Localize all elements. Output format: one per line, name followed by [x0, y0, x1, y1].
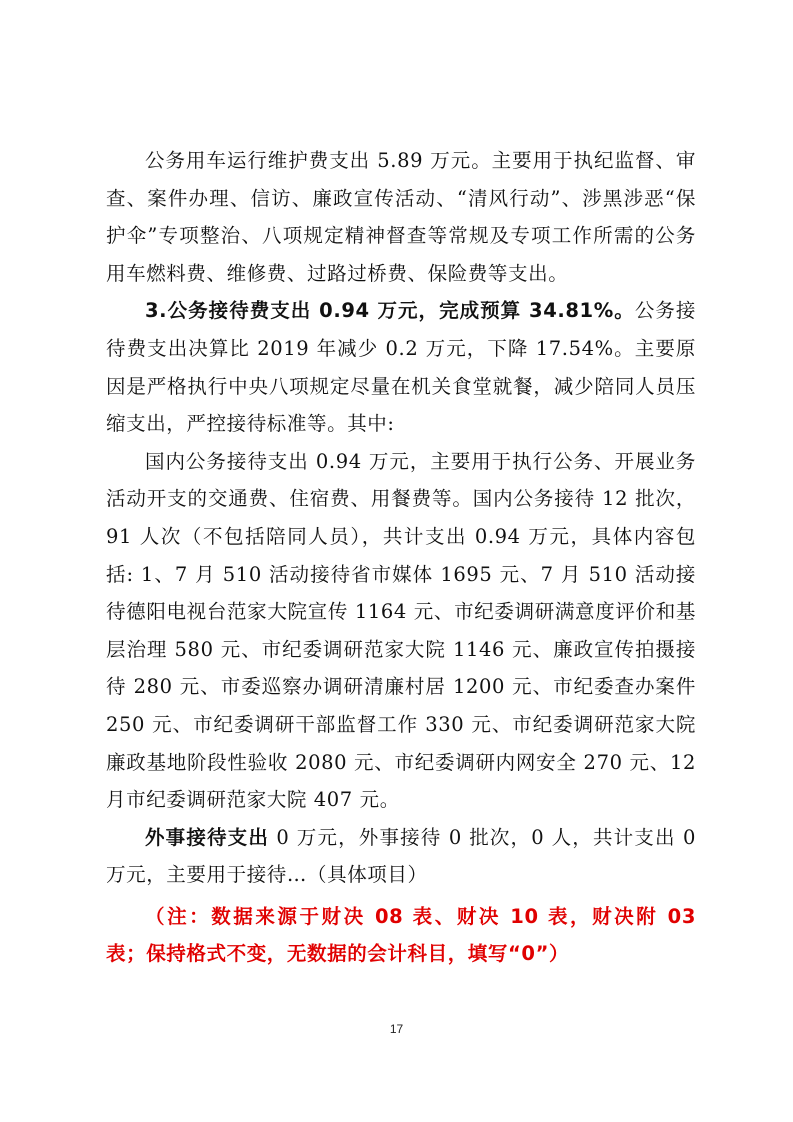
paragraph-vehicle-maintenance: 公务用车运行维护费支出 5.89 万元。主要用于执纪监督、审查、案件办理、信访、廉政宣传活动、“清风行动”、涉黑涉恶“保护伞”专项整治、八项规定精神督查等常规及专项工作所需的公务用车燃料费、维修费、过路过桥费、保险费等支出。: [106, 149, 696, 285]
heading-official-reception: 3.公务接待费支出 0.94 万元，完成预算 34.81%。: [145, 299, 635, 323]
paragraph-domestic-reception: 国内公务接待支出 0.94 万元，主要用于执行公务、开展业务活动开支的交通费、住宿费、用餐费等。国内公务接待 12 批次，91 人次（不包括陪同人员），共计支出 0.94 万元，具体内容包括: 1、7 月 510 活动接待省市媒体 1695 元、7 月 510 活动接待德阳电视台范家大院宣传 1164 元、市纪委调研满意度评价和基层治理 580 元、市纪委调研范家大院 1146 元、廉政宣传拍摄接待 280 元、市委巡察办调研清廉村居 1200 元、市纪委查办案件 250 元、市纪委调研干部监督工作 330 元、市纪委调研范家大院廉政基地阶段性验收 2080 元、市纪委调研内网安全 270 元、12 月市纪委调研范家大院 407 元。: [106, 449, 696, 812]
official-reception-text: 公务接待费支出决算比 2019 年减少 0.2 万元，下降 17.54%。主要原因是严格执行中央八项规定尽量在机关食堂就餐，减少陪同人员压缩支出，严控接待标准等。其中:: [106, 299, 696, 436]
paragraph-official-reception: [106, 292, 696, 442]
data-source-note: （注：数据来源于财决 08 表、财决 10 表，财决附 03 表；保持格式不变，无数据的会计科目，填写“0”）: [106, 904, 696, 966]
page-number: 17: [389, 1022, 404, 1036]
foreign-reception-text: 0 万元，外事接待 0 批次，0 人，共计支出 0 万元，主要用于接待…（具体项目）: [106, 825, 696, 887]
page-body: [106, 142, 696, 973]
heading-foreign-reception: 外事接待支出: [145, 825, 270, 849]
paragraph-foreign-reception: [106, 819, 696, 894]
